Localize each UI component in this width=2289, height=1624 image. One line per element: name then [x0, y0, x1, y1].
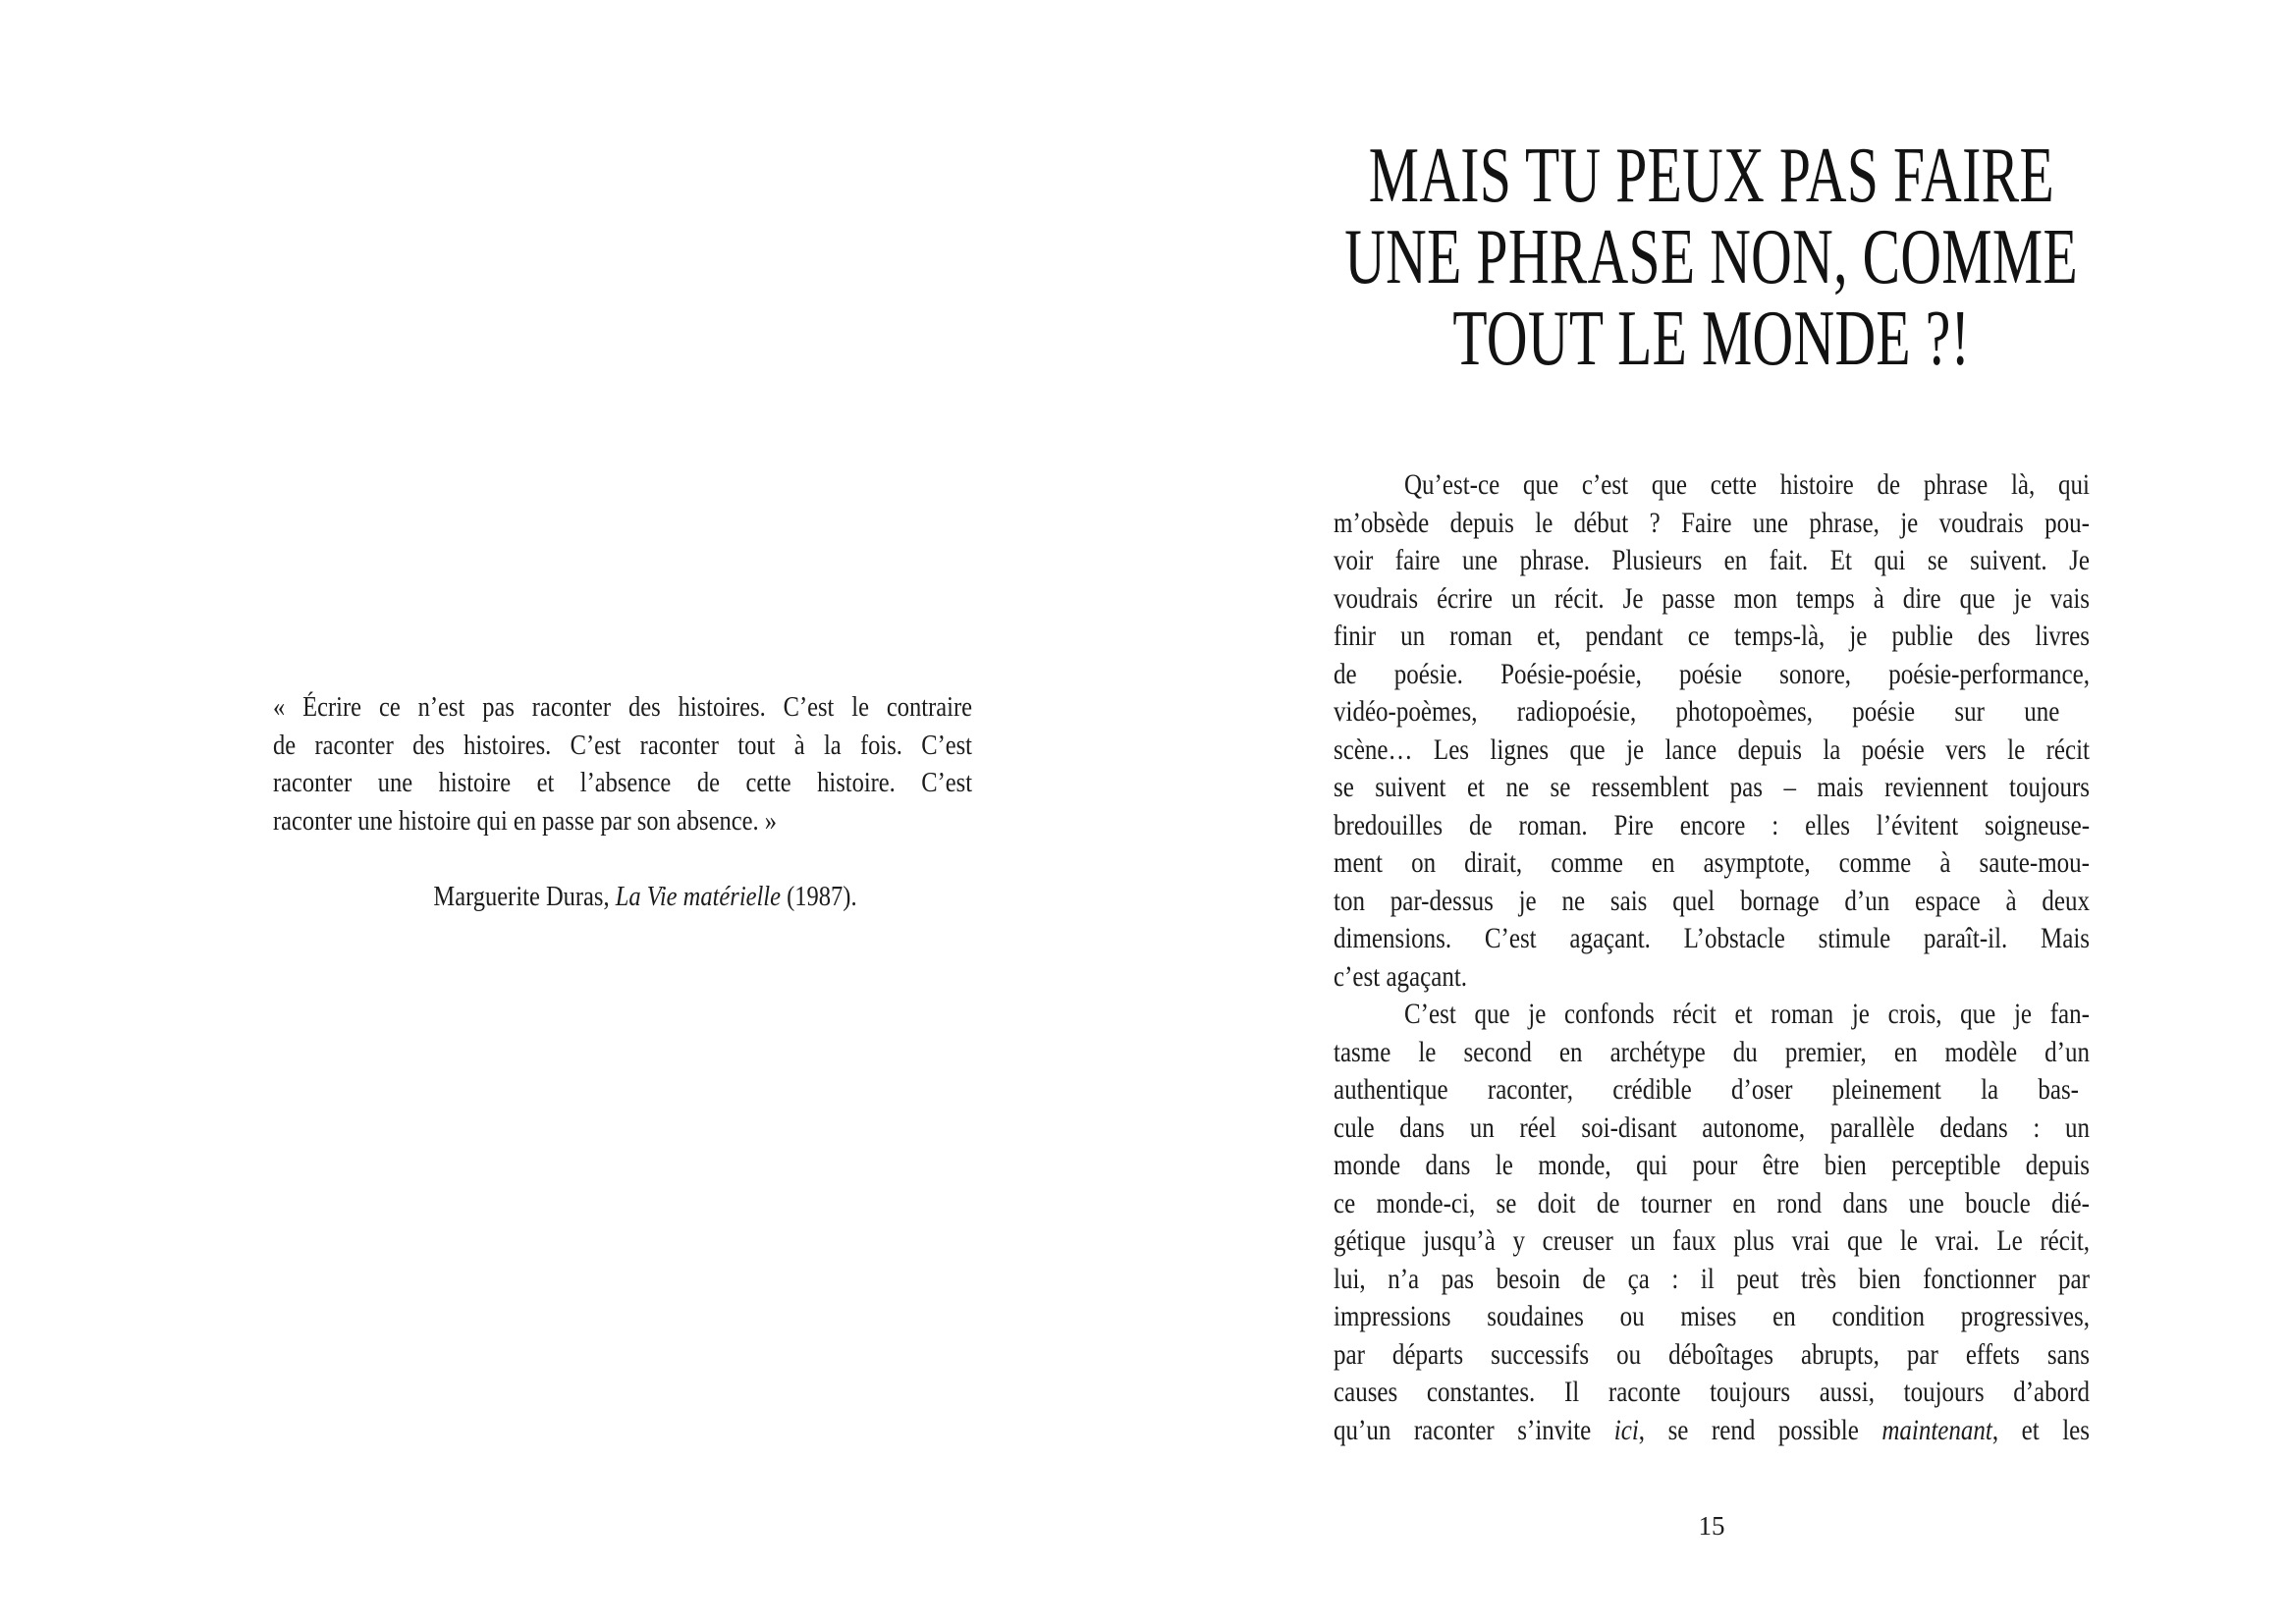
text-segment: monde dans le monde, qui pour être bien perceptible depuis	[1334, 1150, 2091, 1181]
text-segment: ton par-dessus je ne sais quel bornage d’un espace à deux	[1334, 885, 2091, 917]
paragraph	[1334, 998, 2090, 1451]
text-line	[273, 690, 972, 729]
text-segment: ment on dirait, comme en asymptote, comme à saute-mou-	[1334, 847, 2090, 879]
text-segment: ce monde-ci, se doit de tourner en rond dans une boucle dié-	[1334, 1187, 2090, 1219]
text-segment: Marguerite Duras,	[433, 881, 616, 913]
epigraph-attribution-text	[433, 878, 856, 917]
text-segment: , et les	[1991, 1414, 2090, 1446]
chapter-title-line-text: UNE PHRASE NON, COMME	[1344, 214, 2079, 300]
text-line	[1334, 922, 2090, 960]
text-segment: « Écrire ce n’est pas raconter des histoires. C’est le contraire	[273, 691, 972, 723]
text-line	[1334, 998, 2090, 1036]
italic-text: maintenant	[1881, 1414, 1992, 1446]
italic-text: La Vie matérielle	[615, 881, 781, 913]
text-segment: tasme le second en archétype du premier, en modèle d’un	[1334, 1036, 2090, 1068]
text-segment: raconter une histoire et l’absence de cette histoire. C’est	[273, 767, 973, 798]
epigraph-attribution	[273, 882, 972, 915]
chapter-title-line	[1334, 135, 2090, 217]
text-segment: par départs successifs ou déboîtages abrupts, par effets sans	[1334, 1338, 2090, 1371]
text-segment: scène… Les lignes que je lance depuis la poésie vers le récit	[1334, 733, 2090, 766]
italic-text: ici	[1613, 1414, 1639, 1446]
text-line	[273, 804, 972, 842]
text-line	[273, 766, 972, 804]
right-page	[1145, 0, 2289, 1624]
text-segment: de raconter des histoires. C’est raconter tout à la fois. C’est	[273, 729, 972, 761]
page-number: 15	[1698, 1511, 1725, 1541]
text-segment: gétique jusqu’à y creuser un faux plus vrai que le vrai. Le récit,	[1334, 1225, 2091, 1257]
text-segment: C’est que je confonds récit et roman je crois, que je fan-	[1404, 999, 2090, 1030]
text-line	[1334, 695, 2090, 733]
text-segment: lui, n’a pas besoin de ça : il peut très bien fonctionner par	[1334, 1263, 2090, 1295]
chapter-title-line	[1334, 298, 2090, 380]
text-segment: bredouilles de roman. Pire encore : elles l’évitent soigneuse-	[1334, 809, 2091, 841]
text-line	[1334, 1300, 2090, 1338]
chapter-title-line	[1334, 214, 2090, 300]
text-segment: cule dans un réel soi-disant autonome, parallèle dedans : un	[1334, 1111, 2090, 1144]
text-segment: voir faire une phrase. Plusieurs en fait. Et qui se suivent. Je	[1334, 545, 2090, 576]
text-line	[1334, 846, 2090, 885]
paragraph	[1334, 468, 2090, 998]
text-line-content	[273, 799, 777, 843]
text-segment: , se rend possible	[1638, 1414, 1882, 1446]
text-line	[1334, 1224, 2090, 1263]
text-segment: raconter une histoire qui en passe par son absence. »	[273, 804, 777, 837]
text-line	[1334, 771, 2090, 809]
text-line	[1334, 1073, 2090, 1111]
epigraph-quote	[273, 690, 972, 841]
text-segment: de poésie. Poésie-poésie, poésie sonore, poésie-performance,	[1334, 658, 2090, 690]
text-line	[1334, 544, 2090, 582]
text-segment: vidéo-poèmes, radiopoésie, photopoèmes, poésie sur une	[1334, 696, 2060, 728]
text-line	[1334, 1414, 2090, 1452]
text-segment: causes constantes. Il raconte toujours aussi, toujours d’abord	[1334, 1377, 2090, 1408]
chapter-title	[1334, 135, 2090, 380]
text-segment: voudrais écrire un récit. Je passe mon temps à dire que je vais	[1334, 582, 2091, 615]
text-segment: impressions soudaines ou mises en condition progressives,	[1334, 1301, 2090, 1332]
text-segment: c’est agaçant.	[1334, 960, 1468, 993]
text-line	[1334, 1149, 2090, 1187]
text-segment: (1987).	[781, 881, 857, 913]
text-line	[1334, 468, 2090, 507]
chapter-body	[1334, 468, 2090, 1451]
text-segment: Qu’est-ce que c’est que cette histoire de phrase là, qui	[1404, 469, 2091, 501]
text-segment: dimensions. C’est agaçant. L’obstacle stimule paraît-il. Mais	[1334, 923, 2091, 954]
text-segment: se suivent et ne se ressemblent pas – mais reviennent toujours	[1334, 772, 2091, 803]
text-segment: m’obsède depuis le début ? Faire une phrase, je voudrais pou-	[1334, 507, 2090, 539]
text-segment: finir un roman et, pendant ce temps-là, je publie des livres	[1334, 621, 2090, 652]
text-line	[1334, 1376, 2090, 1414]
chapter-title-line-text: MAIS TU PEUX PAS FAIRE	[1368, 133, 2055, 219]
text-segment: qu’un raconter s’invite	[1334, 1414, 1614, 1446]
text-line-content	[1334, 1409, 2090, 1453]
text-line	[1334, 620, 2090, 658]
chapter-title-line-text: TOUT LE MONDE ?!	[1452, 296, 1971, 382]
left-page	[0, 0, 1144, 1624]
text-segment: authentique raconter, crédible d’oser pleinement la bas-	[1334, 1074, 2080, 1106]
